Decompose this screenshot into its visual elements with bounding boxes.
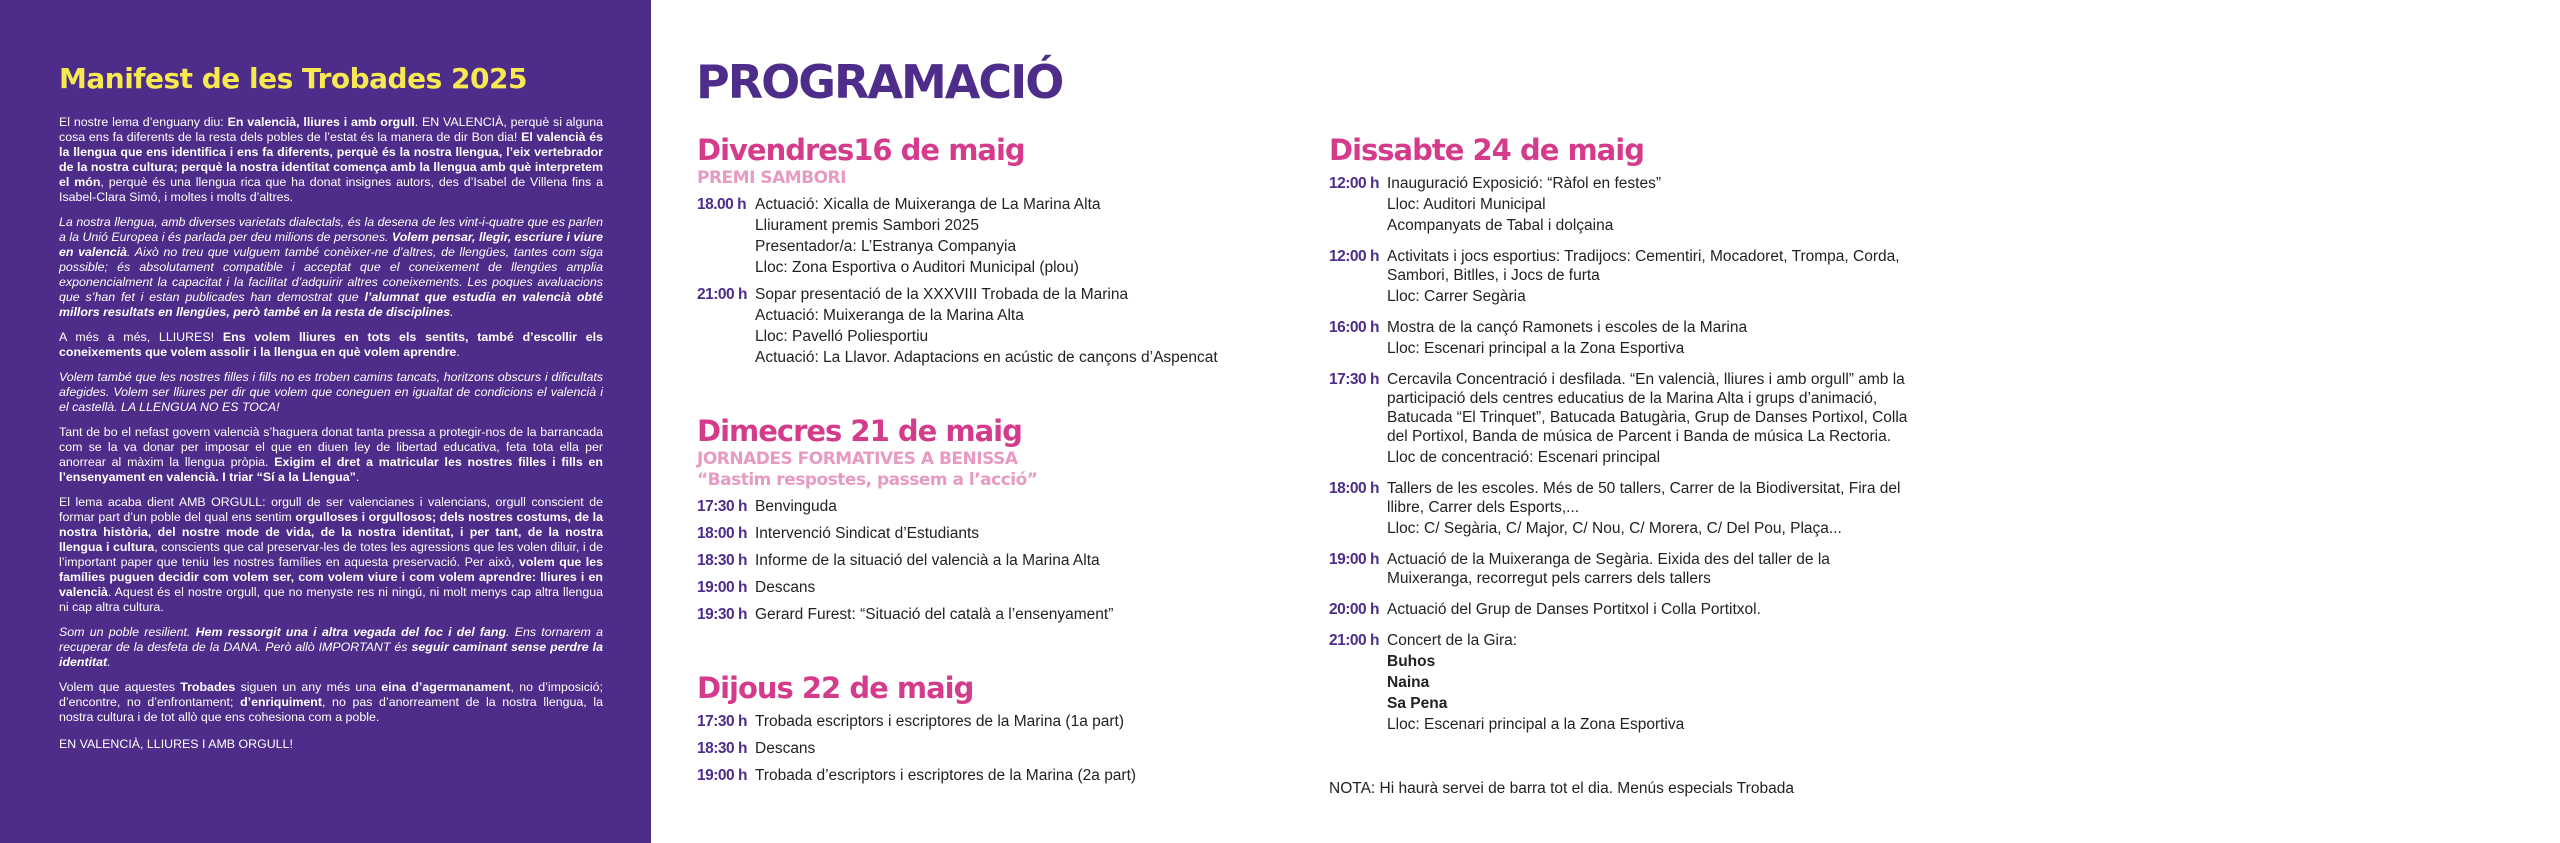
- event-description: [1387, 479, 1909, 540]
- event-row: [697, 551, 1277, 572]
- event-line: Buhos: [1387, 653, 1436, 670]
- event-time: 12:00 h: [1329, 175, 1379, 192]
- day-block: [697, 413, 1277, 626]
- day-subtitle: PREMI SAMBORI: [697, 168, 846, 188]
- event-row: [697, 766, 1277, 787]
- manifest-text: El lema acaba dient AMB ORGULL: orgull de ser valencianes i valencians, orgull conscient de formar part d’un poble del qual ens sentim: [59, 495, 603, 524]
- manifest-text: Volem que aquestes: [59, 680, 181, 694]
- event-time: 18:30 h: [697, 740, 747, 757]
- event-description: [755, 766, 1277, 787]
- event-time: 18:00 h: [697, 525, 747, 542]
- event-line: Lloc: C/ Segària, C/ Major, C/ Nou, C/ Morera, C/ Del Pou, Plaça...: [1387, 520, 1842, 537]
- event-time: 19:30 h: [697, 606, 747, 623]
- manifest-text: Tant de bo el nefast govern valencià s’haguera donat tanta pressa a protegir-nos de la barrancada com se la va donar per imposar el que en diuen ley de libertad educativa, feta tota ella per anorrear al màxim la llengua pròpia.: [59, 425, 603, 469]
- event-line: Lloc: Carrer Segària: [1387, 288, 1526, 305]
- event-description: [755, 195, 1277, 279]
- program-column-right: [1329, 132, 1909, 798]
- event-line: Actuació de la Muixeranga de Segària. Eixida des del taller de la Muixeranga, recorregut pels carrers dels tallers: [1387, 551, 1830, 587]
- event-description: [755, 285, 1277, 369]
- event-line: Gerard Furest: “Situació del català a l’ensenyament”: [755, 606, 1114, 623]
- manifest-paragraph: [59, 425, 603, 485]
- event-row: [697, 605, 1277, 626]
- manifest-body: [59, 115, 603, 725]
- event-line: Presentador/a: L’Estranya Companyia: [755, 238, 1017, 255]
- manifest-paragraph: [59, 370, 603, 415]
- event-description: [1387, 370, 1909, 469]
- manifest-text: .: [450, 305, 454, 319]
- event-line: Trobada d’escriptors i escriptores de la Marina (2a part): [755, 767, 1137, 784]
- event-row: [1329, 318, 1909, 360]
- manifest-text: Volem pensar, llegir, escriure i viure en valencià: [59, 230, 603, 259]
- event-row: [697, 497, 1277, 518]
- event-row: [697, 712, 1277, 733]
- event-time: 16:00 h: [1329, 319, 1379, 336]
- manifest-text: volem que les famílies puguen decidir com volem ser, com volem viure i com volem aprendre: lliures i en valencià: [59, 555, 604, 599]
- event-line: Concert de la Gira:: [1387, 632, 1518, 649]
- event-description: [1387, 631, 1909, 736]
- manifest-text: En valencià, lliures i amb orgull: [227, 115, 415, 129]
- day-block: [697, 670, 1277, 787]
- event-row: [1329, 247, 1909, 308]
- manifest-text: El nostre lema d’enguany diu:: [59, 115, 228, 129]
- event-row: [1329, 631, 1909, 736]
- manifest-text: , no pas d’anorreament de la nostra llengua, la nostra cultura i de tot allò que ens cohesiona com a poble.: [59, 695, 603, 724]
- manifest-text: . EN VALENCIÀ, perquè si alguna cosa ens fa diferents de la resta dels pobles de l’estat és la manera de dir Bon dia!: [59, 115, 604, 144]
- event-description: [1387, 600, 1909, 621]
- manifest-text: A més a més, LLIURES!: [59, 330, 223, 344]
- event-description: [755, 497, 1277, 518]
- event-description: [1387, 550, 1909, 590]
- event-line: Lloc: Zona Esportiva o Auditori Municipal (plou): [755, 259, 1079, 276]
- event-line: Naina: [1387, 674, 1430, 691]
- event-row: [697, 195, 1277, 279]
- event-time: 17:30 h: [697, 498, 747, 515]
- event-line: Sa Pena: [1387, 695, 1448, 712]
- event-row: [1329, 550, 1909, 590]
- event-description: [755, 551, 1277, 572]
- manifest-paragraph: [59, 625, 603, 670]
- day-subtitle: “Bastim respostes, passem a l’acció”: [697, 470, 1038, 490]
- manifest-text: Ens volem lliures en tots els sentits, també d’escollir els coneixements que volem assolir i la llengua en què volem aprendre: [59, 330, 603, 359]
- event-description: [755, 739, 1277, 760]
- event-time: 19:00 h: [697, 579, 747, 596]
- event-line: Mostra de la cançó Ramonets i escoles de la Marina: [1387, 319, 1748, 336]
- event-time: 21:00 h: [697, 286, 747, 303]
- manifest-closing: EN VALENCIÀ, LLIURES I AMB ORGULL!: [59, 737, 293, 751]
- manifest-text: orgulloses i orgullosos; dels nostres costums, de la nostra història, del nostre mode de vida, de la nostra identitat, i per tant, de la nostra llengua i cultura: [59, 510, 603, 554]
- manifest-text: Exigim el dret a matricular les nostres filles i fills en l’ensenyament en valencià. I triar “Sí a la Llengua”: [59, 455, 603, 484]
- manifest-text: d’enriquiment: [240, 695, 322, 709]
- manifest-paragraph: [59, 115, 603, 205]
- manifest-text: . Això no treu que vulguem també conèixer-ne d’altres, de llengües, tantes com siga possible; és absolutament compatible i acceptat que el coneixement de llengües amplia exponencialment la capacitat i la facilitat d’adquirir altres coneixements. Les poques avaluacions que s’han fet i estan publicades han demostrat que: [59, 245, 604, 304]
- manifest-text: l’alumnat que estudia en valencià obté millors resultats en llengües, però també en la resta de disciplines: [59, 290, 603, 319]
- event-line: Tallers de les escoles. Més de 50 tallers, Carrer de la Biodiversitat, Fira del llibre, Carrer dels Esports,...: [1387, 480, 1901, 516]
- event-time: 18:30 h: [697, 552, 747, 569]
- event-line: Actuació: La Llavor. Adaptacions en acústic de cançons d’Aspencat: [755, 349, 1218, 366]
- manifest-text: siguen un any més una: [235, 680, 382, 694]
- event-line: Intervenció Sindicat d’Estudiants: [755, 525, 980, 542]
- event-row: [697, 285, 1277, 369]
- program-note: NOTA: Hi haurà servei de barra tot el dia. Menús especials Trobada: [1329, 780, 1794, 797]
- event-time: 17:30 h: [697, 713, 747, 730]
- event-line: Lliurament premis Sambori 2025: [755, 217, 979, 234]
- manifest-text: , no d’imposició; d’encontre, no d’enfrontament;: [59, 680, 603, 709]
- event-description: [1387, 318, 1909, 360]
- event-line: Lloc: Escenari principal a la Zona Esportiva: [1387, 716, 1685, 733]
- event-line: Informe de la situació del valencià a la Marina Alta: [755, 552, 1100, 569]
- event-line: Lloc de concentració: Escenari principal: [1387, 449, 1661, 466]
- event-line: Trobada escriptors i escriptores de la Marina (1a part): [755, 713, 1124, 730]
- event-line: Acompanyats de Tabal i dolçaina: [1387, 217, 1614, 234]
- event-row: [697, 524, 1277, 545]
- manifest-text: .: [107, 655, 111, 669]
- event-row: [1329, 370, 1909, 469]
- manifest-text: Trobades: [180, 680, 236, 694]
- manifest-text: Som un poble resilient.: [59, 625, 196, 639]
- event-line: Descans: [755, 740, 816, 757]
- day-heading: Dijous 22 de maig: [697, 671, 974, 705]
- program-title: PROGRAMACIÓ: [696, 55, 1063, 109]
- manifest-title: Manifest de les Trobades 2025: [59, 62, 527, 95]
- manifest-text: . Aquest és el nostre orgull, que no menyste res ni ningú, ni molt menys cap altra llengua ni cap altra cultura.: [59, 585, 603, 614]
- day-block: [697, 132, 1277, 369]
- manifest-paragraph: [59, 680, 603, 725]
- event-description: [755, 712, 1277, 733]
- event-time: 21:00 h: [1329, 632, 1379, 649]
- event-line: Activitats i jocs esportius: Tradijocs: Cementiri, Mocadoret, Trompa, Corda, Sambori, Bitlles, i Jocs de furta: [1387, 248, 1900, 284]
- event-description: [755, 524, 1277, 545]
- day-subtitle: JORNADES FORMATIVES A BENISSA: [697, 449, 1018, 469]
- event-row: [1329, 479, 1909, 540]
- event-description: [1387, 247, 1909, 308]
- event-row: [1329, 600, 1909, 621]
- day-block: [1329, 132, 1909, 736]
- manifest-panel: [0, 0, 651, 843]
- manifest-text: seguir caminant sense perdre la identitat: [59, 640, 603, 669]
- manifest-text: Hem ressorgit una i altra vegada del foc i del fang: [195, 625, 507, 639]
- event-line: Inauguració Exposició: “Ràfol en festes”: [1387, 175, 1661, 192]
- event-description: [755, 578, 1277, 599]
- event-time: 17:30 h: [1329, 371, 1379, 388]
- manifest-text: , conscients que cal preservar-les de totes les agressions que les volen diluir, i de l’important paper que teniu les nostres famílies en aquesta preservació. Per això,: [59, 540, 603, 569]
- manifest-paragraph: [59, 215, 603, 320]
- manifest-paragraph: [59, 495, 603, 615]
- program-column-left: [697, 132, 1277, 831]
- manifest-text: .: [355, 470, 360, 484]
- event-line: Sopar presentació de la XXXVIII Trobada de la Marina: [755, 286, 1129, 303]
- event-line: Descans: [755, 579, 816, 596]
- event-line: Actuació del Grup de Danses Portitxol i Colla Portitxol.: [1387, 601, 1761, 618]
- event-row: [697, 739, 1277, 760]
- event-row: [1329, 174, 1909, 237]
- event-line: Lloc: Escenari principal a la Zona Esportiva: [1387, 340, 1685, 357]
- event-row: [697, 578, 1277, 599]
- event-line: Benvinguda: [755, 498, 837, 515]
- day-heading: Dissabte 24 de maig: [1329, 133, 1644, 167]
- manifest-text: .: [456, 345, 460, 359]
- event-time: 20:00 h: [1329, 601, 1379, 618]
- manifest-text: Volem també que les nostres filles i fills no es troben camins tancats, horitzons obscurs i dificultats afegides. Volem ser lliures per dir que volem que coneguen en igualtat de condicions el valencià i el castellà. LA LLENGUA NO ES TOCA!: [59, 370, 603, 414]
- day-heading: Divendres16 de maig: [697, 133, 1025, 167]
- manifest-paragraph: [59, 330, 603, 360]
- event-description: [1387, 174, 1909, 237]
- event-time: 12:00 h: [1329, 248, 1379, 265]
- event-line: Actuació: Muixeranga de la Marina Alta: [755, 307, 1024, 324]
- event-description: [755, 605, 1277, 626]
- manifest-text: El valencià és la llengua que ens identifica i ens fa diferents, perquè és la nostra llengua, l’eix vertebrador de la nostra cultura; perquè la nostra identitat comença amb la llengua amb què interpretem el món: [59, 130, 603, 189]
- manifest-text: La nostra llengua, amb diverses varietats dialectals, és la desena de les vint-i-quatre que es parlen a la Unió Europea i és parlada per deu milions de persones.: [59, 215, 603, 244]
- event-line: Lloc: Auditori Municipal: [1387, 196, 1546, 213]
- program-panel: [651, 0, 2560, 843]
- event-line: Actuació: Xicalla de Muixeranga de La Marina Alta: [755, 196, 1101, 213]
- event-time: 18.00 h: [697, 196, 747, 213]
- event-line: Lloc: Pavelló Poliesportiu: [755, 328, 929, 345]
- event-line: Cercavila Concentració i desfilada. “En valencià, lliures i amb orgull” amb la participació dels centres educatius de la Marina Alta i grups d’animació, Batucada “El Trinquet”, Batucada Batugària, Grup de Danses Portixol, Colla del Portixol, Banda de música de Parcent i Banda de música La Rectoria.: [1387, 371, 1908, 445]
- manifest-text: . Ens tornarem a recuperar de la desfeta de la DANA. Però allò IMPORTANT és: [59, 625, 603, 654]
- event-time: 18:00 h: [1329, 480, 1379, 497]
- manifest-text: eina d’agermanament: [381, 680, 511, 694]
- manifest-text: , perquè és una llengua rica que ha donat insignes autors, des d’Isabel de Villena fins a Isabel-Clara Simó, i moltes i molts d’altres.: [59, 175, 603, 204]
- event-time: 19:00 h: [1329, 551, 1379, 568]
- day-heading: Dimecres 21 de maig: [697, 414, 1022, 448]
- event-time: 19:00 h: [697, 767, 747, 784]
